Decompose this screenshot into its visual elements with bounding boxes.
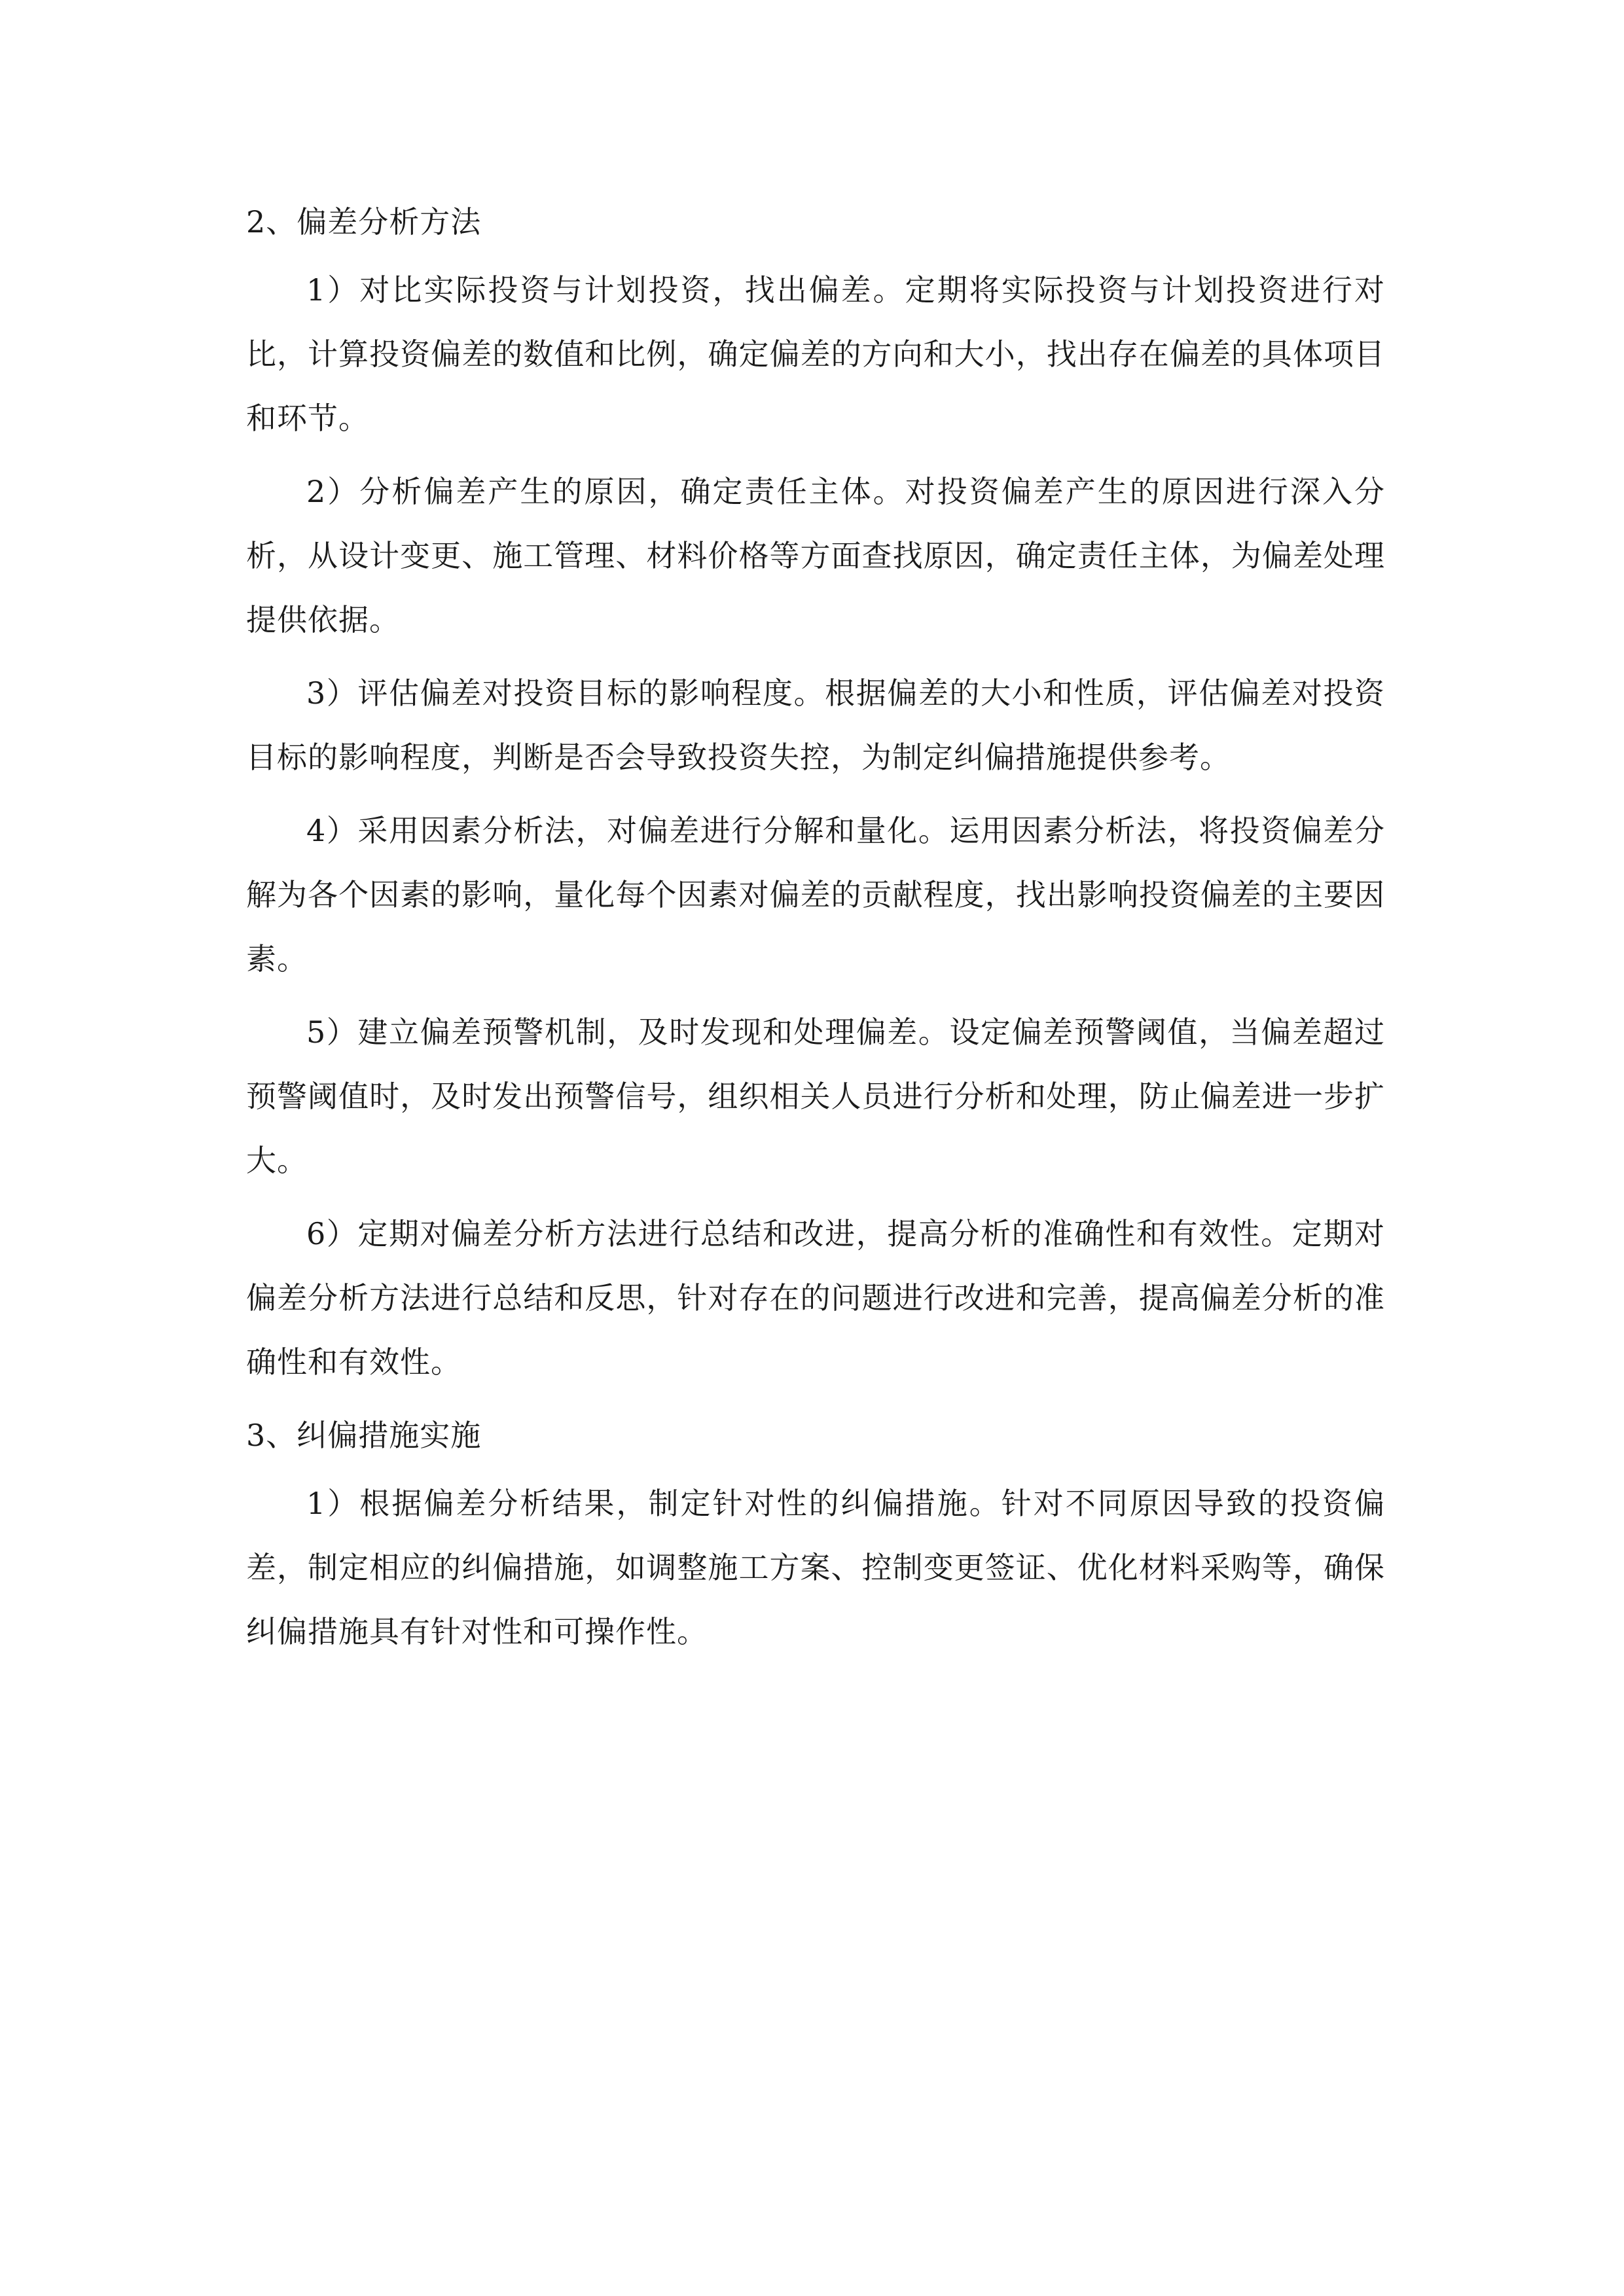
paragraph: 1）根据偏差分析结果，制定针对性的纠偏措施。针对不同原因导致的投资偏差，制定相应的纠偏措施，如调整施工方案、控制变更签证、优化材料采购等，确保纠偏措施具有针对性和可操作性。 bbox=[246, 1486, 1385, 1649]
section-heading: 3、纠偏措施实施 bbox=[246, 1418, 482, 1453]
paragraph: 5）建立偏差预警机制，及时发现和处理偏差。设定偏差预警阈值，当偏差超过预警阈值时，及时发出预警信号，组织相关人员进行分析和处理，防止偏差进一步扩大。 bbox=[246, 1014, 1385, 1178]
paragraph: 6）定期对偏差分析方法进行总结和改进，提高分析的准确性和有效性。定期对偏差分析方法进行总结和反思，针对存在的问题进行改进和完善，提高偏差分析的准确性和有效性。 bbox=[246, 1216, 1385, 1380]
section-deviation-analysis bbox=[246, 190, 1385, 1394]
section-heading: 2、偏差分析方法 bbox=[246, 204, 482, 240]
document-body bbox=[246, 190, 1385, 1673]
paragraph: 3）评估偏差对投资目标的影响程度。根据偏差的大小和性质，评估偏差对投资目标的影响程度，判断是否会导致投资失控，为制定纠偏措施提供参考。 bbox=[246, 675, 1385, 775]
paragraph: 2）分析偏差产生的原因，确定责任主体。对投资偏差产生的原因进行深入分析，从设计变更、施工管理、材料价格等方面查找原因，确定责任主体，为偏差处理提供依据。 bbox=[246, 474, 1385, 637]
paragraph: 4）采用因素分析法，对偏差进行分解和量化。运用因素分析法，将投资偏差分解为各个因素的影响，量化每个因素对偏差的贡献程度，找出影响投资偏差的主要因素。 bbox=[246, 813, 1385, 977]
section-correction-measures bbox=[246, 1403, 1385, 1664]
paragraph: 1）对比实际投资与计划投资，找出偏差。定期将实际投资与计划投资进行对比，计算投资偏差的数值和比例，确定偏差的方向和大小，找出存在偏差的具体项目和环节。 bbox=[246, 272, 1385, 436]
